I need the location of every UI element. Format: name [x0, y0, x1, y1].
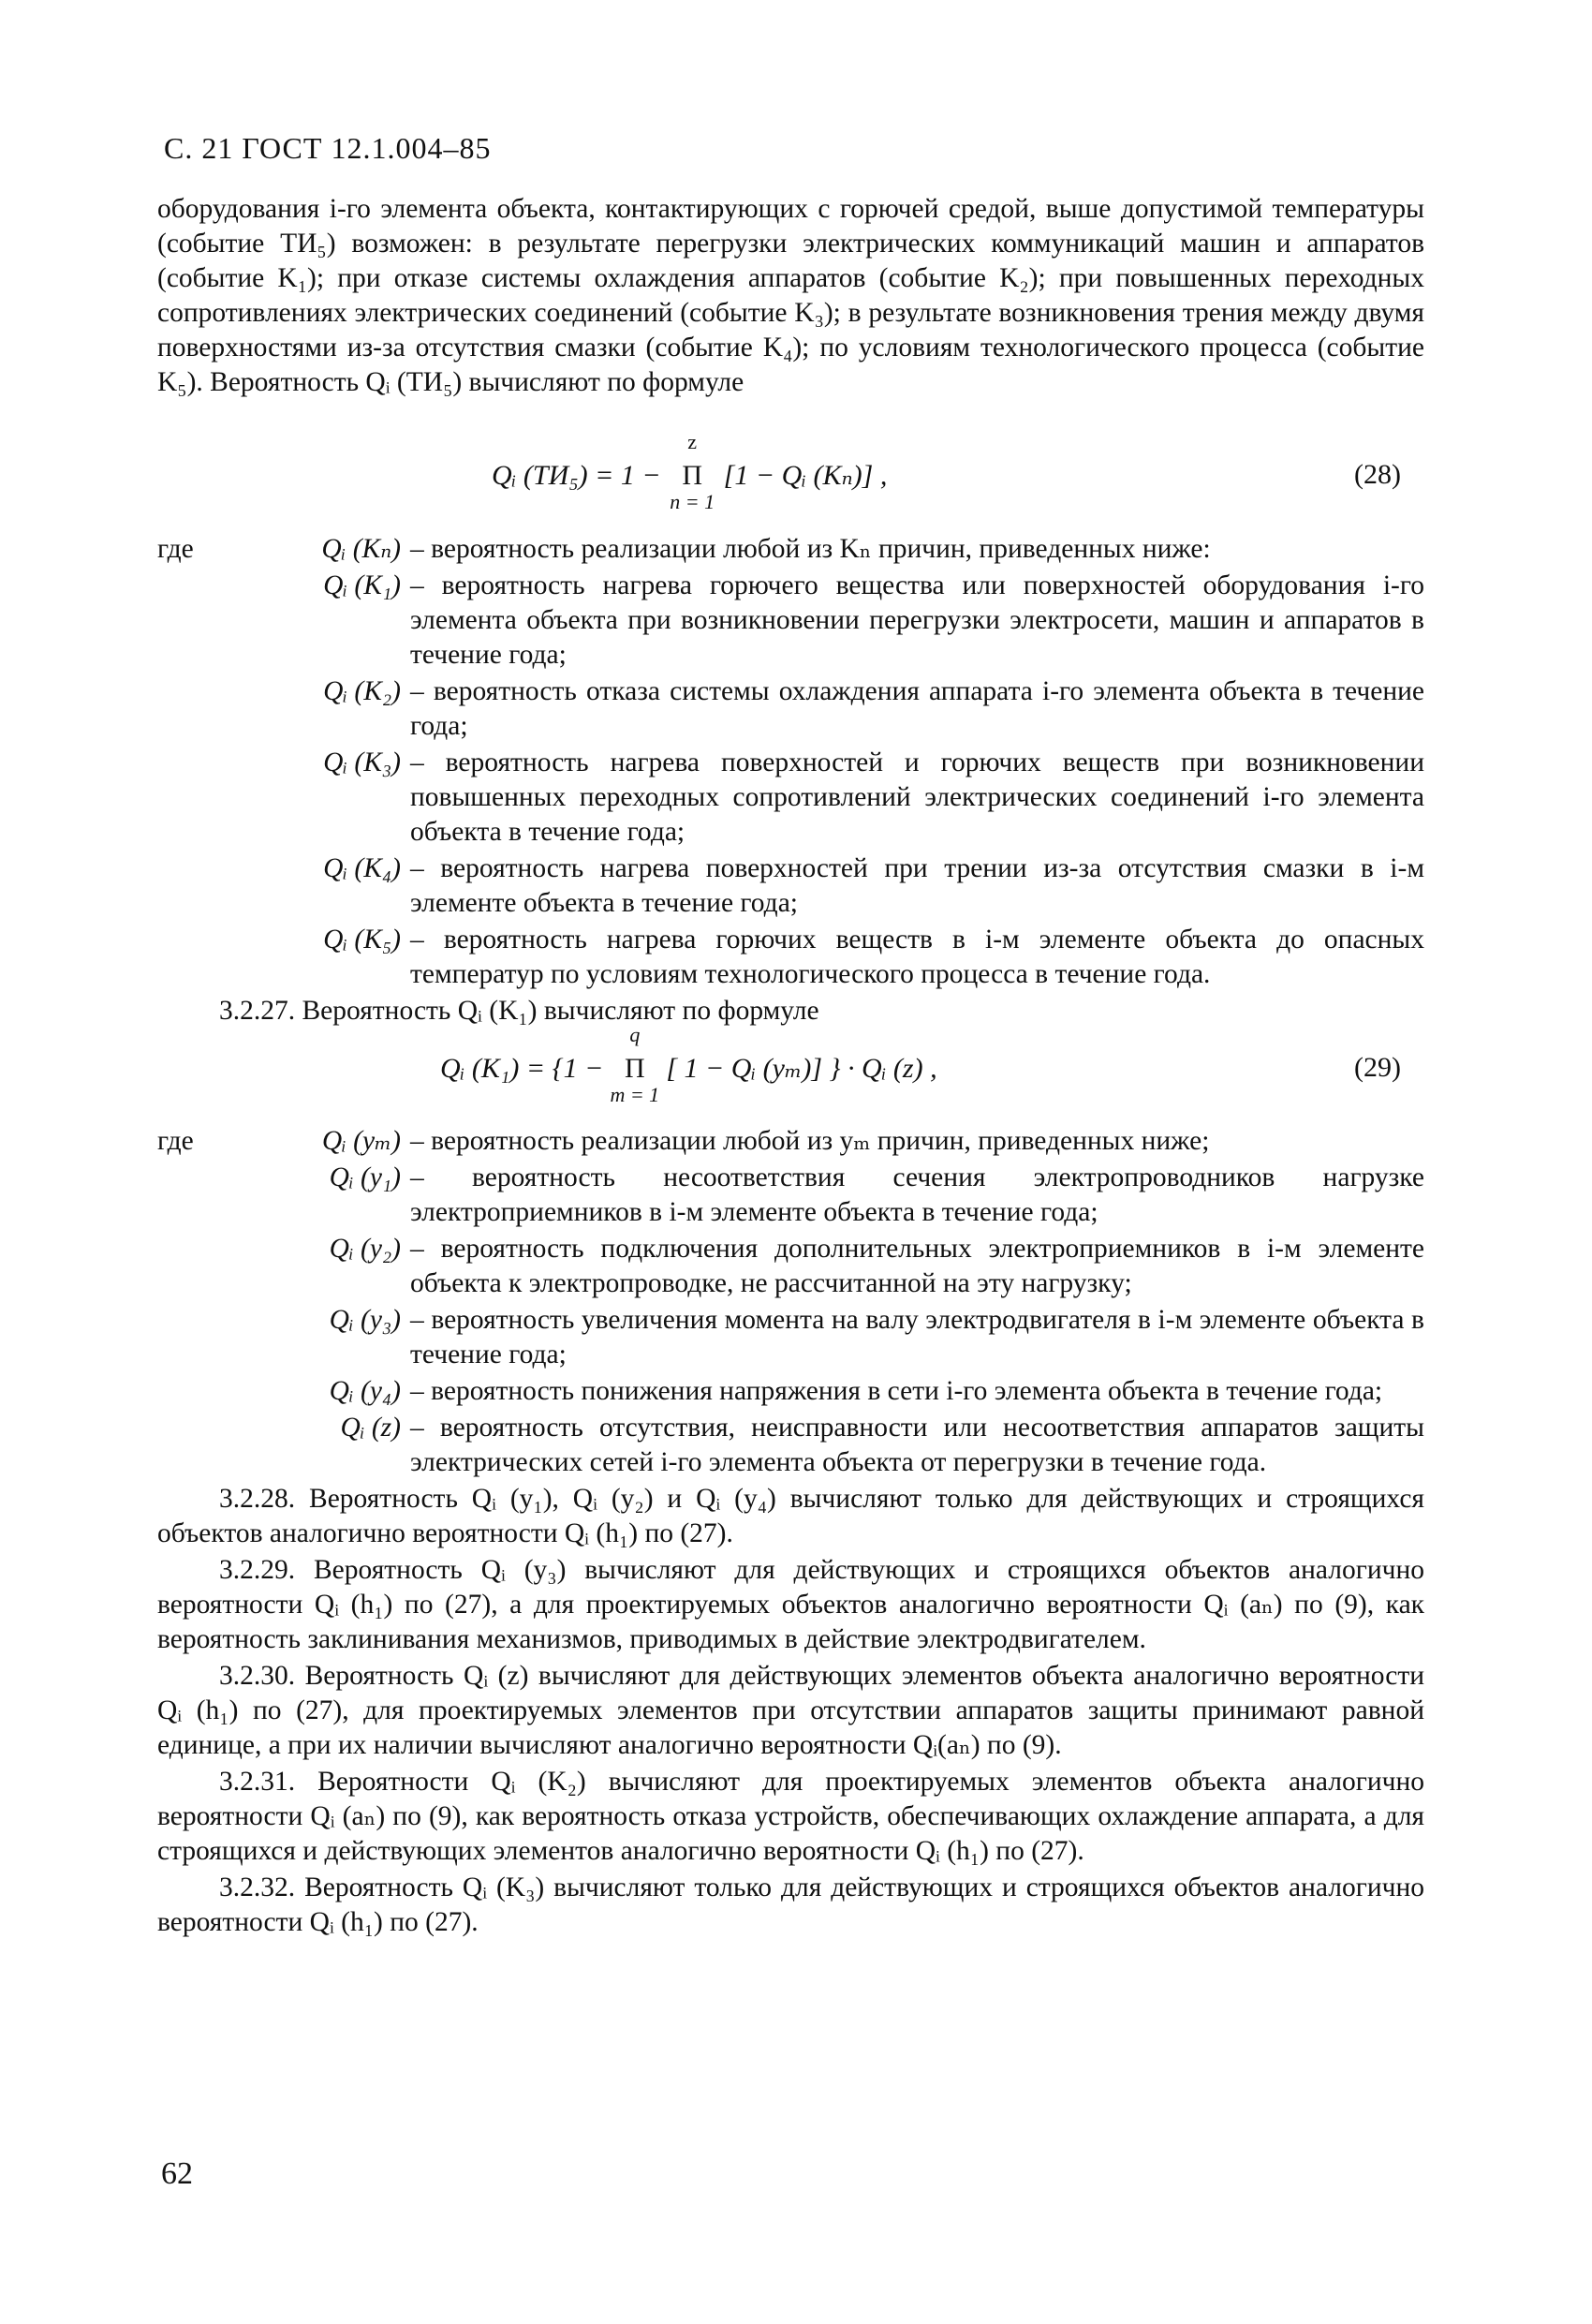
definitions-29: [157, 1124, 1424, 1940]
section-3-2-28: 3.2.28. Вероятность Qᵢ (y₁), Qᵢ (y₂) и Qᵢ (y₄) вычисляют только для действующих и строящихся объектов аналогично вероятности Qᵢ (h₁) по (27).: [157, 1484, 1424, 1548]
definition-text: – вероятность нагрева поверхностей и горючих веществ при возникновении повышенных переходных сопротивлений электрических соединений i-го элемента объекта в течение года;: [410, 748, 1424, 847]
formula-28-rhs: [1 − Qᵢ (Kₙ)] ,: [723, 460, 888, 491]
section-3-2-27: 3.2.27. Вероятность Qᵢ (K₁) вычисляют по формуле: [219, 996, 819, 1026]
definition-term: Qᵢ (y₄): [329, 1376, 401, 1406]
definition-text: – вероятность реализации любой из Kₙ причин, приведенных ниже:: [410, 534, 1211, 564]
definition-text: – вероятность нагрева горючего вещества или поверхностей оборудования i-го элемента объекта при возникновении перегрузки электросети, машин и аппаратов в течение года;: [410, 570, 1424, 670]
definition-item: [157, 851, 1424, 921]
definition-item: [157, 746, 1424, 850]
definition-item: [157, 569, 1424, 673]
section-3-2-30: 3.2.30. Вероятность Qᵢ (z) вычисляют для действующих элементов объекта аналогично вероятности Qᵢ (h₁) по (27), для проектируемых элементов при отсутствии аппаратов защиты принимают равной единице, а при их наличии вычисляют аналогично вероятности Qᵢ(aₙ) по (9).: [157, 1661, 1424, 1760]
formula-29: [440, 1023, 937, 1106]
definitions-28: [157, 532, 1424, 1029]
definition-text: – вероятность реализации любой из yₘ причин, приведенных ниже;: [410, 1126, 1210, 1156]
definition-item: [157, 532, 1424, 567]
definition-term: Qᵢ (K₁): [323, 570, 401, 600]
formula-29-rhs: [ 1 − Qᵢ (yₘ)] } · Qᵢ (z) ,: [666, 1053, 937, 1084]
formula-28-lhs: Qᵢ (ТИ₅) = 1 −: [492, 460, 661, 491]
intro-paragraph: [157, 192, 1424, 400]
definition-term: Qᵢ (z): [340, 1413, 401, 1443]
definition-item: [157, 923, 1424, 992]
formula-28-product-lower: n = 1: [670, 490, 715, 513]
definition-text: – вероятность подключения дополнительных электроприемников в i-м элементе объекта к электропроводке, не рассчитанной на эту нагрузку;: [410, 1234, 1424, 1298]
definition-lead: где: [157, 534, 194, 564]
formula-28: [492, 430, 888, 513]
definition-item: [157, 1374, 1424, 1409]
section-paragraphs: [157, 1482, 1424, 1940]
formula-29-product-lower: m = 1: [610, 1083, 660, 1106]
formula-29-product-symbol: Π: [624, 1053, 645, 1084]
definition-text: – вероятность увеличения момента на валу электродвигателя в i-м элементе объекта в течение года;: [410, 1305, 1424, 1369]
definition-term: Qᵢ (y₁): [329, 1162, 401, 1192]
definition-term: Qᵢ (K₅): [323, 925, 401, 955]
page-header: С. 21 ГОСТ 12.1.004–85: [164, 131, 492, 165]
definition-term: Qᵢ (K₂): [323, 676, 401, 706]
formula-28-product-symbol: Π: [682, 460, 702, 491]
formula-29-number: (29): [1354, 1052, 1401, 1083]
formula-29-lhs: Qᵢ (K₁) = {1 −: [440, 1053, 604, 1084]
definition-item: [157, 1161, 1424, 1230]
definition-text: – вероятность нагрева поверхностей при трении из-за отсутствия смазки в i-м элементе объекта в течение года;: [410, 853, 1424, 918]
definition-text: – вероятность несоответствия сечения электропроводников нагрузке электроприемников в i-м элементе объекта в течение года;: [410, 1162, 1424, 1227]
definition-term: Qᵢ (K₄): [323, 853, 401, 883]
definition-item: [157, 1303, 1424, 1372]
definition-term: Qᵢ (Kₙ): [321, 534, 401, 564]
definition-lead: где: [157, 1126, 194, 1156]
formula-28-product-upper: z: [687, 430, 698, 453]
formula-28-number: (28): [1354, 459, 1401, 490]
definition-term: Qᵢ (K₃): [323, 748, 401, 777]
section-3-2-31: 3.2.31. Вероятности Qᵢ (K₂) вычисляют для проектируемых элементов объекта аналогично вероятности Qᵢ (aₙ) по (9), как вероятность отказа устройств, обеспечивающих охлаждение аппарата, а для строящихся и действующих элементов аналогично вероятности Qᵢ (h₁) по (27).: [157, 1767, 1424, 1866]
definition-item: [157, 1124, 1424, 1159]
page-number: 62: [161, 2156, 193, 2191]
definition-term: Qᵢ (y₂): [329, 1234, 401, 1264]
section-3-2-29: 3.2.29. Вероятность Qᵢ (y₃) вычисляют для действующих и строящихся объектов аналогично вероятности Qᵢ (h₁) по (27), а для проектируемых объектов аналогично вероятности Qᵢ (aₙ) по (9), как вероятность заклинивания механизмов, приводимых в действие электродвигателем.: [157, 1555, 1424, 1654]
definition-text: – вероятность нагрева горючих веществ в i-м элементе объекта до опасных температур по условиям технологического процесса в течение года.: [410, 925, 1424, 989]
definition-text: – вероятность отказа системы охлаждения аппарата i-го элемента объекта в течение года;: [410, 676, 1424, 741]
definition-item: [157, 1411, 1424, 1480]
definition-item: [157, 674, 1424, 744]
intro-text: оборудования i-го элемента объекта, контактирующих с горючей средой, выше допустимой температуры (событие ТИ₅) возможен: в результате перегрузки электрических коммуникаций машин и аппаратов (событие K₁); при отказе системы охлаждения аппаратов (событие K₂); при повышенных переходных сопротивлениях электрических соединений (событие K₃); в результате возникновения трения между двумя поверхностями из-за отсутствия смазки (событие K₄); по условиям технологического процесса (событие K₅). Вероятность Qᵢ (ТИ₅) вычисляют по формуле: [157, 194, 1424, 397]
definition-term: Qᵢ (y₃): [329, 1305, 401, 1335]
definition-text: – вероятность понижения напряжения в сети i-го элемента объекта в течение года;: [410, 1376, 1383, 1406]
section-3-2-32: 3.2.32. Вероятность Qᵢ (K₃) вычисляют только для действующих и строящихся объектов аналогично вероятности Qᵢ (h₁) по (27).: [157, 1873, 1424, 1937]
formula-29-product-upper: q: [629, 1023, 641, 1046]
definition-item: [157, 1232, 1424, 1301]
definition-text: – вероятность отсутствия, неисправности или несоответствия аппаратов защиты электрических сетей i-го элемента объекта от перегрузки в течение года.: [410, 1413, 1424, 1477]
definition-term: Qᵢ (yₘ): [321, 1126, 401, 1156]
